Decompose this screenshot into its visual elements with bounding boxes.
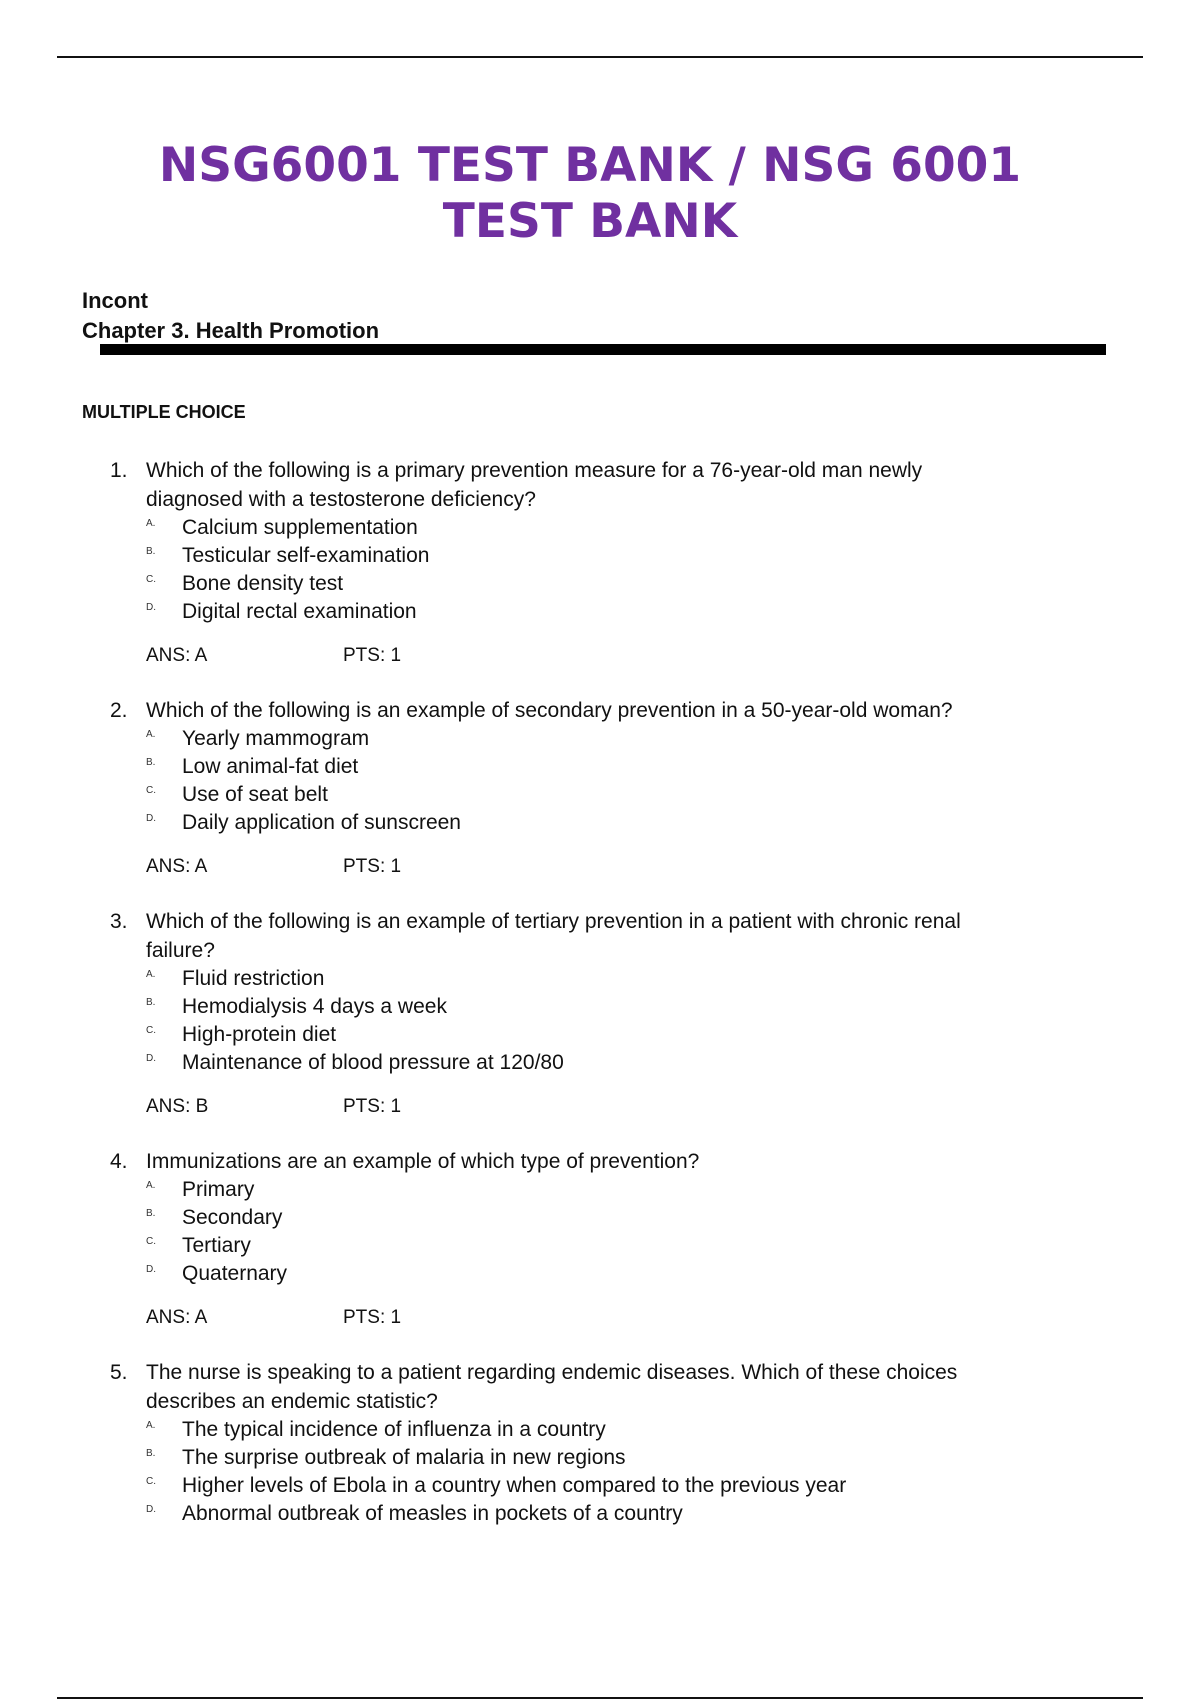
option-list: [0, 1416, 1200, 1528]
question-text: The nurse is speaking to a patient regarding endemic diseases. Which of these choices describes an endemic statistic?: [146, 1361, 958, 1413]
answer-option: [0, 809, 1200, 837]
status-label: Incont: [82, 288, 148, 313]
question-text: Which of the following is an example of secondary prevention in a 50-year-old woman?: [146, 699, 953, 722]
option-letter: C.: [146, 574, 156, 585]
answer-key: ANS: A: [146, 1307, 208, 1328]
question-text: Immunizations are an example of which type of prevention?: [146, 1150, 700, 1173]
question-text: Which of the following is an example of tertiary prevention in a patient with chronic renal failure?: [146, 910, 961, 962]
question-item: [0, 907, 1200, 1121]
question-row: [0, 456, 1200, 514]
question-number: 2.: [110, 699, 128, 722]
chapter-divider: [100, 344, 1106, 355]
option-text: Quaternary: [182, 1262, 288, 1285]
option-letter: C.: [146, 785, 156, 796]
answer-option: [0, 1472, 1200, 1500]
points-value: PTS: 1: [343, 645, 402, 666]
option-letter: B.: [146, 757, 156, 768]
option-letter: B.: [146, 1208, 156, 1219]
answer-option: [0, 1204, 1200, 1232]
option-letter: D.: [146, 602, 156, 613]
question-row: [0, 1147, 1200, 1176]
points-value: PTS: 1: [343, 1307, 402, 1328]
question-list: [0, 456, 1200, 1554]
question-number: 3.: [110, 910, 128, 933]
answer-row: [146, 642, 1200, 670]
option-letter: C.: [146, 1025, 156, 1036]
answer-row: [146, 1093, 1200, 1121]
document-meta: [82, 286, 379, 346]
option-text: Bone density test: [182, 572, 344, 595]
option-letter: C.: [146, 1236, 156, 1247]
option-letter: A.: [146, 1180, 156, 1191]
option-letter: B.: [146, 546, 156, 557]
option-text: High-protein diet: [182, 1023, 337, 1046]
question-row: [0, 1358, 1200, 1416]
option-text: Daily application of sunscreen: [182, 811, 461, 834]
question-text: Which of the following is a primary prevention measure for a 76-year-old man newly diagnosed with a testosterone deficiency?: [146, 459, 923, 511]
option-list: [0, 1176, 1200, 1288]
option-letter: A.: [146, 518, 156, 529]
option-list: [0, 514, 1200, 626]
option-letter: A.: [146, 969, 156, 980]
answer-option: [0, 753, 1200, 781]
option-text: The typical incidence of influenza in a country: [182, 1418, 606, 1441]
option-letter: D.: [146, 1504, 156, 1515]
answer-option: [0, 1416, 1200, 1444]
answer-option: [0, 993, 1200, 1021]
question-item: [0, 696, 1200, 881]
option-text: Yearly mammogram: [182, 727, 370, 750]
option-text: Use of seat belt: [182, 783, 328, 806]
question-item: [0, 1358, 1200, 1528]
answer-row: [146, 853, 1200, 881]
points-value: PTS: 1: [343, 1096, 402, 1117]
option-letter: A.: [146, 1420, 156, 1431]
answer-option: [0, 598, 1200, 626]
document-title: NSG6001 TEST BANK / NSG 6001 TEST BANK: [158, 138, 1022, 249]
chapter-title: Chapter 3. Health Promotion: [82, 318, 380, 343]
option-letter: B.: [146, 997, 156, 1008]
option-letter: D.: [146, 813, 156, 824]
bottom-rule: [57, 1697, 1143, 1699]
answer-key: ANS: A: [146, 645, 208, 666]
answer-option: [0, 725, 1200, 753]
answer-row: [146, 1304, 1200, 1332]
question-item: [0, 1147, 1200, 1332]
answer-option: [0, 570, 1200, 598]
answer-option: [0, 1500, 1200, 1528]
option-text: Digital rectal examination: [182, 600, 417, 623]
option-letter: C.: [146, 1476, 156, 1487]
option-letter: D.: [146, 1264, 156, 1275]
option-text: Abnormal outbreak of measles in pockets of a country: [182, 1502, 683, 1525]
option-text: Fluid restriction: [182, 967, 325, 990]
answer-option: [0, 1232, 1200, 1260]
answer-option: [0, 1176, 1200, 1204]
question-row: [0, 696, 1200, 725]
option-text: Hemodialysis 4 days a week: [182, 995, 447, 1018]
question-number: 5.: [110, 1361, 128, 1384]
option-text: Secondary: [182, 1206, 283, 1229]
option-letter: D.: [146, 1053, 156, 1064]
answer-key: ANS: A: [146, 856, 208, 877]
option-text: Low animal-fat diet: [182, 755, 359, 778]
answer-option: [0, 1260, 1200, 1288]
points-value: PTS: 1: [343, 856, 402, 877]
answer-option: [0, 542, 1200, 570]
answer-option: [0, 514, 1200, 542]
option-text: Higher levels of Ebola in a country when compared to the previous year: [182, 1474, 847, 1497]
answer-option: [0, 1021, 1200, 1049]
option-list: [0, 725, 1200, 837]
answer-option: [0, 1049, 1200, 1077]
option-text: Maintenance of blood pressure at 120/80: [182, 1051, 564, 1074]
top-rule: [57, 56, 1143, 58]
question-number: 1.: [110, 459, 128, 482]
question-number: 4.: [110, 1150, 128, 1173]
option-text: Primary: [182, 1178, 255, 1201]
option-letter: B.: [146, 1448, 156, 1459]
section-heading: MULTIPLE CHOICE: [82, 402, 246, 422]
question-row: [0, 907, 1200, 965]
option-list: [0, 965, 1200, 1077]
option-text: Tertiary: [182, 1234, 251, 1257]
answer-option: [0, 1444, 1200, 1472]
option-text: Testicular self-examination: [182, 544, 430, 567]
answer-option: [0, 965, 1200, 993]
answer-key: ANS: B: [146, 1096, 209, 1117]
option-text: The surprise outbreak of malaria in new regions: [182, 1446, 626, 1469]
option-text: Calcium supplementation: [182, 516, 418, 539]
option-letter: A.: [146, 729, 156, 740]
question-item: [0, 456, 1200, 670]
answer-option: [0, 781, 1200, 809]
